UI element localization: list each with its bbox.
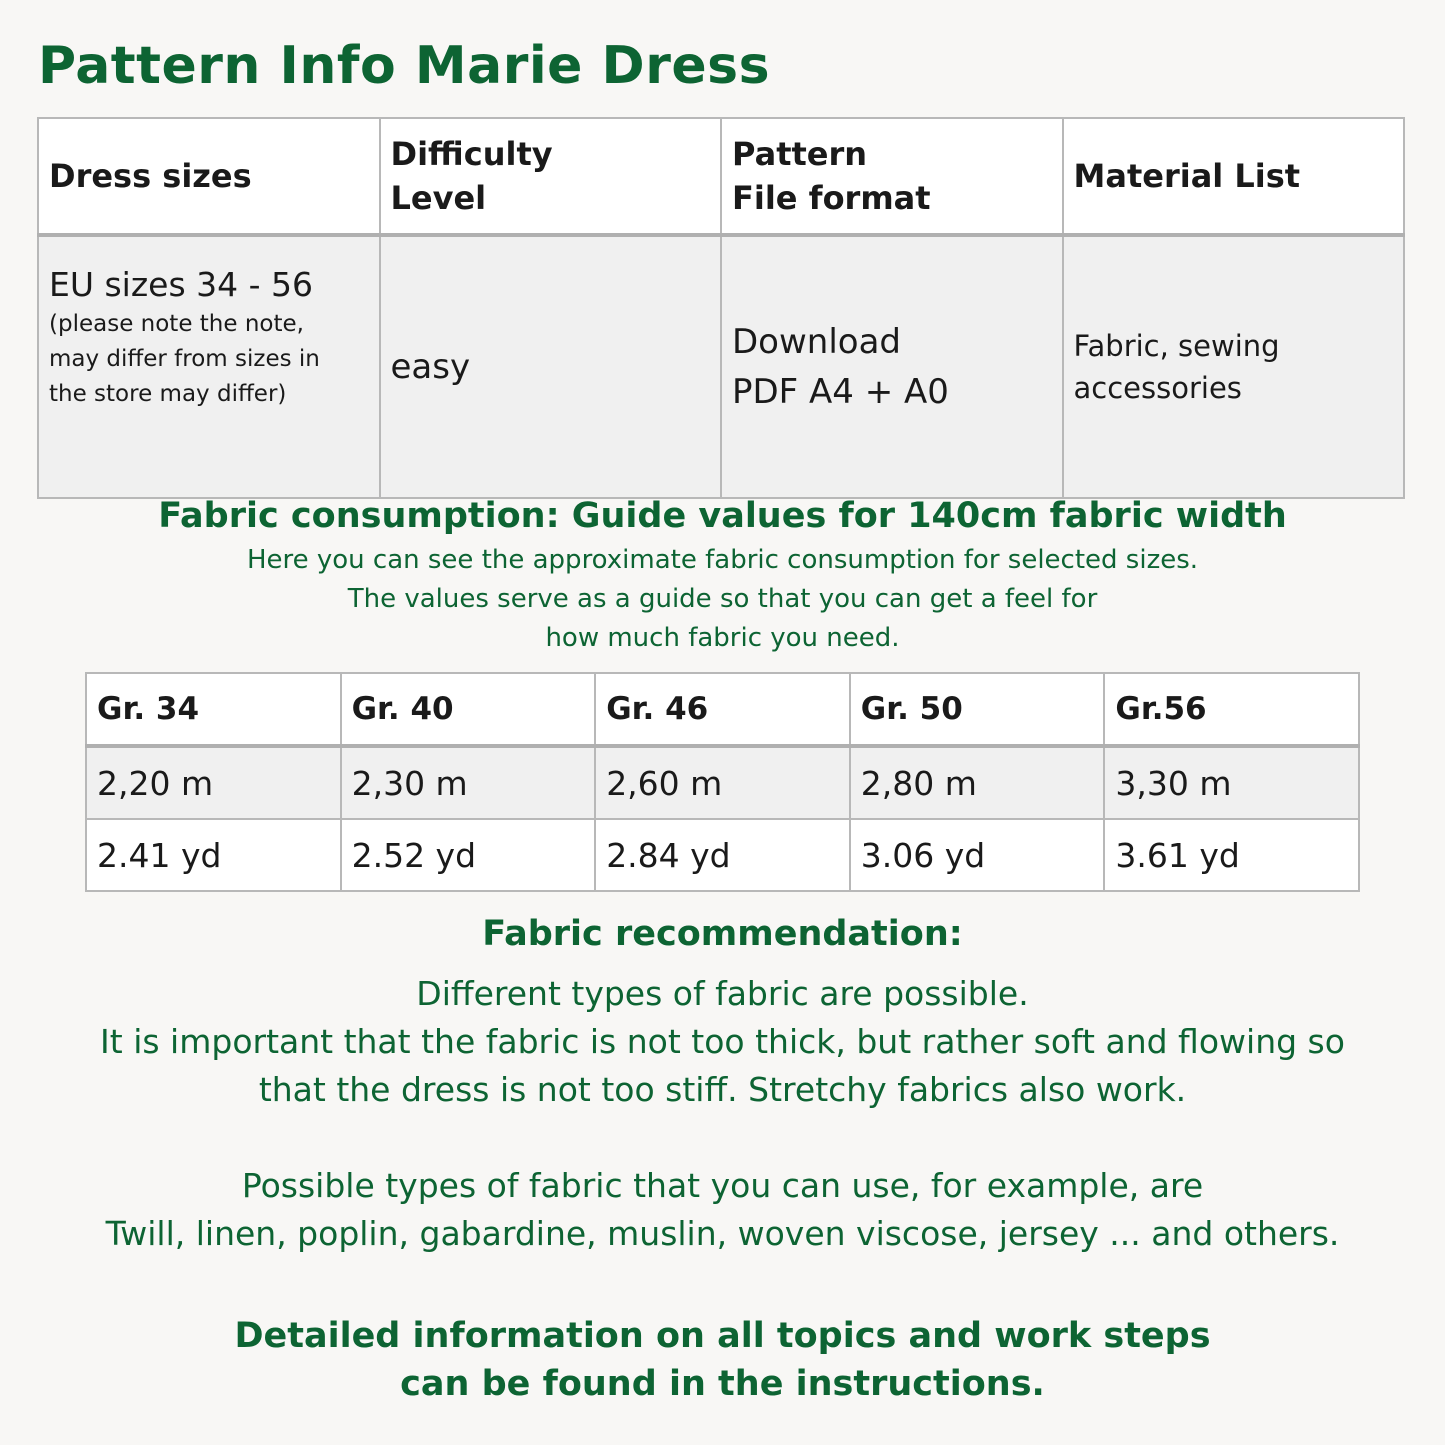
table-row-meters — [86, 746, 1359, 819]
info-value-row — [38, 235, 1404, 498]
size-header: Gr. 50 — [850, 673, 1105, 746]
recommendation-line: that the dress is not too stiff. Stretchy fabrics also work. — [258, 1070, 1187, 1109]
file-format-line1: Download — [732, 322, 902, 362]
size-header: Gr.56 — [1104, 673, 1359, 746]
yards-cell: 3.06 yd — [850, 819, 1105, 891]
recommendation-line: It is important that the fabric is not too thick, but rather soft and flowing so — [100, 1022, 1345, 1061]
recommendation-line: Twill, linen, poplin, gabardine, muslin, woven viscose, jersey ... and others. — [105, 1214, 1340, 1253]
file-format-line2: PDF A4 + A0 — [732, 372, 949, 412]
size-header: Gr. 40 — [341, 673, 596, 746]
consumption-heading: Fabric consumption: Guide values for 140cm fabric width — [158, 496, 1287, 536]
info-header-row — [38, 118, 1404, 235]
table-row-yards — [86, 819, 1359, 891]
cell-difficulty: easy — [380, 235, 722, 498]
consumption-line: Here you can see the approximate fabric consumption for selected sizes. — [246, 545, 1199, 575]
header-dress-sizes: Dress sizes — [38, 118, 380, 235]
paragraph-gap — [0, 1114, 1445, 1162]
header-file-format-text: Pattern File format — [732, 135, 931, 217]
meters-cell: 2,60 m — [595, 746, 850, 819]
yards-cell: 2.84 yd — [595, 819, 850, 891]
footer-note — [0, 1312, 1445, 1408]
header-difficulty-text: Difficulty Level — [390, 135, 553, 217]
recommendation-line: Possible types of fabric that you can use, for example, are — [241, 1166, 1204, 1205]
yards-cell: 2.41 yd — [86, 819, 341, 891]
footer-line: can be found in the instructions. — [400, 1364, 1045, 1404]
page-title: Pattern Info Marie Dress — [38, 36, 771, 96]
cell-material — [1063, 235, 1405, 498]
pattern-info-table — [37, 117, 1405, 499]
cell-dress-sizes — [38, 235, 380, 498]
consumption-line: The values serve as a guide so that you can get a feel for — [347, 584, 1098, 614]
size-header: Gr. 34 — [86, 673, 341, 746]
sizes-main-text: EU sizes 34 - 56 — [49, 265, 314, 304]
footer-line: Detailed information on all topics and work steps — [234, 1316, 1211, 1356]
size-header: Gr. 46 — [595, 673, 850, 746]
recommendation-line: Different types of fabric are possible. — [416, 974, 1029, 1013]
meters-cell: 2,30 m — [341, 746, 596, 819]
header-material-list: Material List — [1063, 118, 1405, 235]
yards-cell: 2.52 yd — [341, 819, 596, 891]
cell-file-format — [721, 235, 1063, 498]
size-header-row — [86, 673, 1359, 746]
recommendation-text — [0, 970, 1445, 1258]
consumption-text — [0, 541, 1445, 658]
header-difficulty-level — [380, 118, 722, 235]
meters-cell: 2,80 m — [850, 746, 1105, 819]
meters-cell: 3,30 m — [1104, 746, 1359, 819]
sizes-note-text: (please note the note, may differ from sizes in the store may differ) — [49, 311, 320, 407]
meters-cell: 2,20 m — [86, 746, 341, 819]
recommendation-heading: Fabric recommendation: — [482, 914, 963, 954]
fabric-consumption-table — [85, 672, 1360, 892]
material-text: Fabric, sewing accessories — [1073, 329, 1280, 405]
header-file-format — [721, 118, 1063, 235]
consumption-line: how much fabric you need. — [545, 623, 900, 653]
yards-cell: 3.61 yd — [1104, 819, 1359, 891]
